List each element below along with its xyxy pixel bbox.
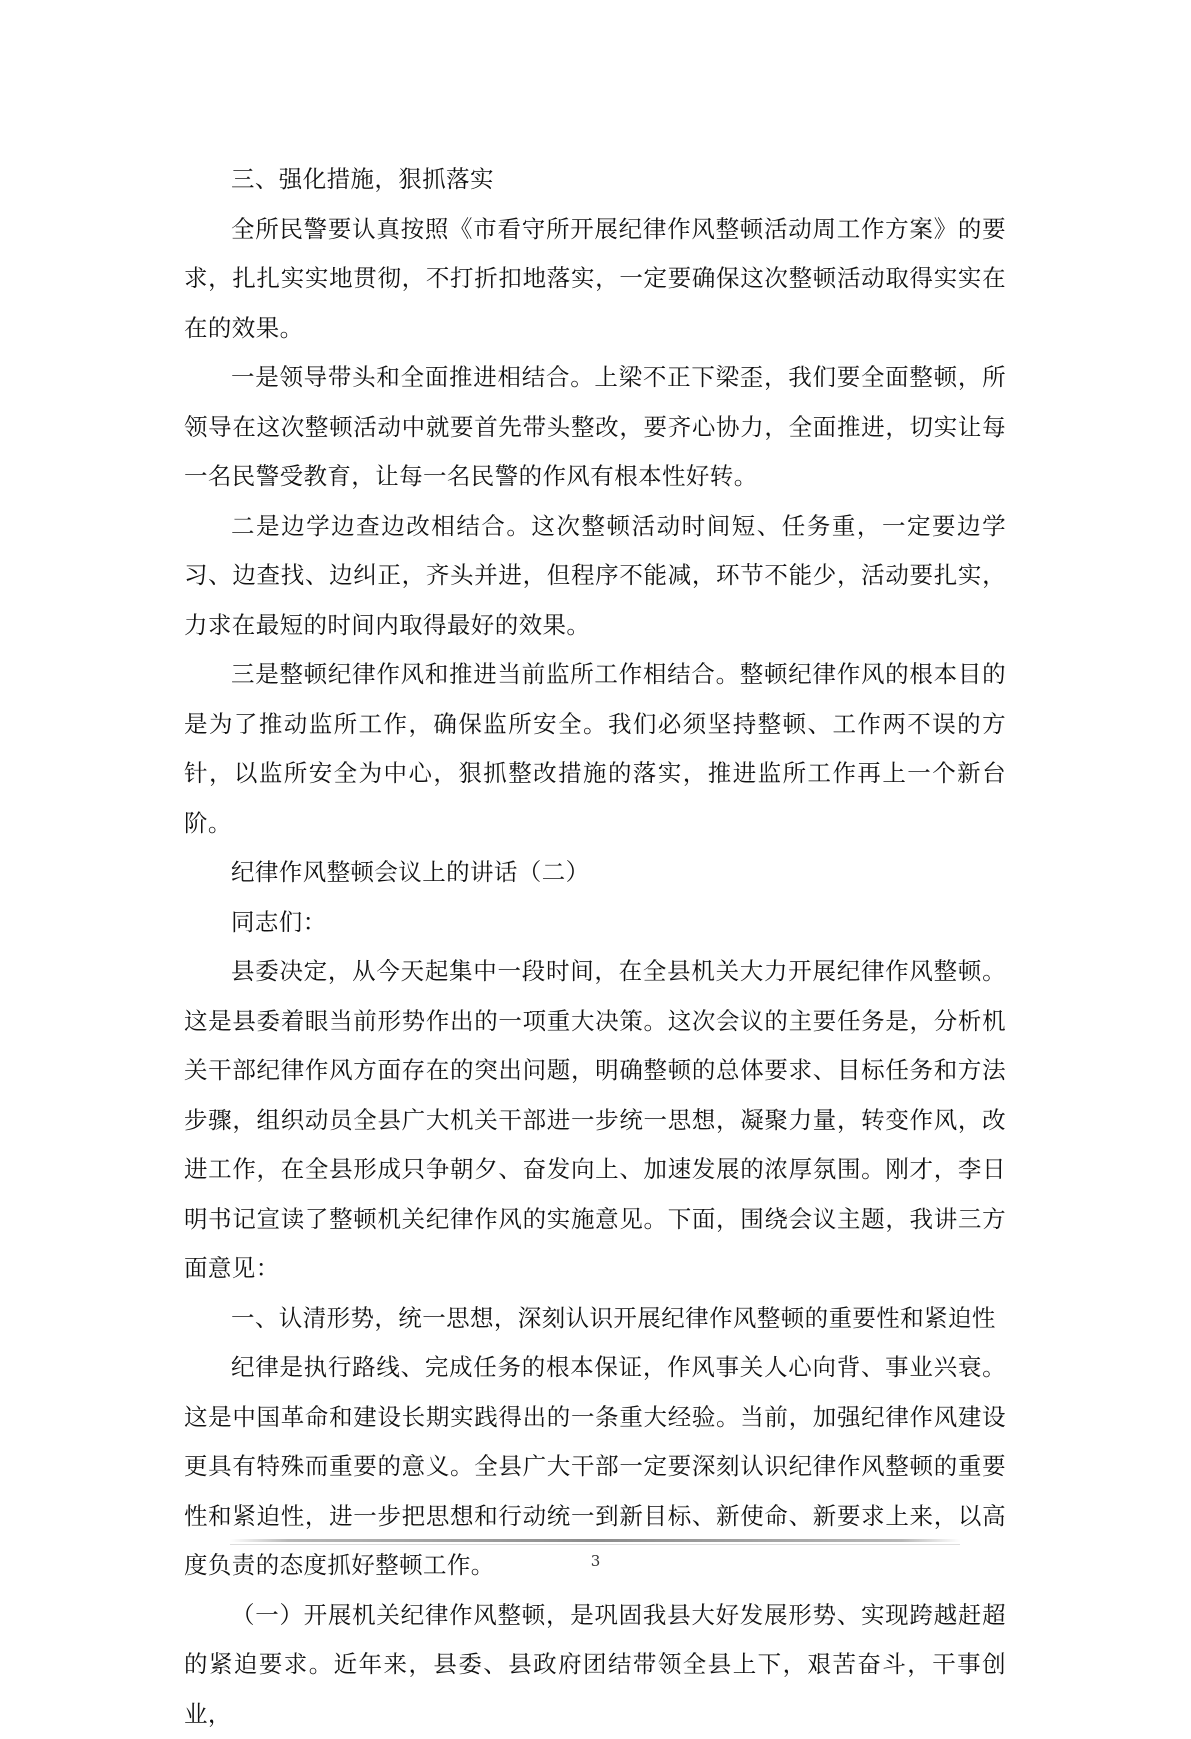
- paragraph: 全所民警要认真按照《市看守所开展纪律作风整顿活动周工作方案》的要求，扎扎实实地贯彻，不打折扣地落实，一定要确保这次整顿活动取得实实在在的效果。: [184, 205, 1006, 354]
- paragraph: 纪律是执行路线、完成任务的根本保证，作风事关人心向背、事业兴衰。这是中国革命和建设长期实践得出的一条重大经验。当前，加强纪律作风建设更具有特殊而重要的意义。全县广大干部一定要深刻认识纪律作风整顿的重要性和紧迫性，进一步把思想和行动统一到新目标、新使命、新要求上来，以高度负责的态度抓好整顿工作。: [184, 1343, 1006, 1591]
- speech-title: 纪律作风整顿会议上的讲话（二）: [184, 848, 1006, 898]
- paragraph: 二是边学边查边改相结合。这次整顿活动时间短、任务重，一定要边学习、边查找、边纠正，齐头并进，但程序不能减，环节不能少，活动要扎实，力求在最短的时间内取得最好的效果。: [184, 502, 1006, 651]
- footer-divider: [230, 1539, 960, 1542]
- footer-divider-shadow: [230, 1544, 960, 1545]
- paragraph: （一）开展机关纪律作风整顿，是巩固我县大好发展形势、实现跨越赶超的紧迫要求。近年来，县委、县政府团结带领全县上下，艰苦奋斗，干事创业，: [184, 1591, 1006, 1739]
- section-heading-1: 一、认清形势，统一思想，深刻认识开展纪律作风整顿的重要性和紧迫性: [184, 1294, 1006, 1344]
- page-number: 3: [0, 1552, 1191, 1570]
- paragraph: 三是整顿纪律作风和推进当前监所工作相结合。整顿纪律作风的根本目的是为了推动监所工作，确保监所安全。我们必须坚持整顿、工作两不误的方针，以监所安全为中心，狠抓整改措施的落实，推进监所工作再上一个新台阶。: [184, 650, 1006, 848]
- section-heading-3: 三、强化措施，狠抓落实: [184, 155, 1006, 205]
- document-body: [184, 155, 1006, 1739]
- salutation: 同志们：: [184, 898, 1006, 948]
- paragraph: 县委决定，从今天起集中一段时间，在全县机关大力开展纪律作风整顿。这是县委着眼当前形势作出的一项重大决策。这次会议的主要任务是，分析机关干部纪律作风方面存在的突出问题，明确整顿的总体要求、目标任务和方法步骤，组织动员全县广大机关干部进一步统一思想，凝聚力量，转变作风，改进工作，在全县形成只争朝夕、奋发向上、加速发展的浓厚氛围。刚才，李日明书记宣读了整顿机关纪律作风的实施意见。下面，围绕会议主题，我讲三方面意见：: [184, 947, 1006, 1294]
- paragraph: 一是领导带头和全面推进相结合。上梁不正下梁歪，我们要全面整顿，所领导在这次整顿活动中就要首先带头整改，要齐心协力，全面推进，切实让每一名民警受教育，让每一名民警的作风有根本性好转。: [184, 353, 1006, 502]
